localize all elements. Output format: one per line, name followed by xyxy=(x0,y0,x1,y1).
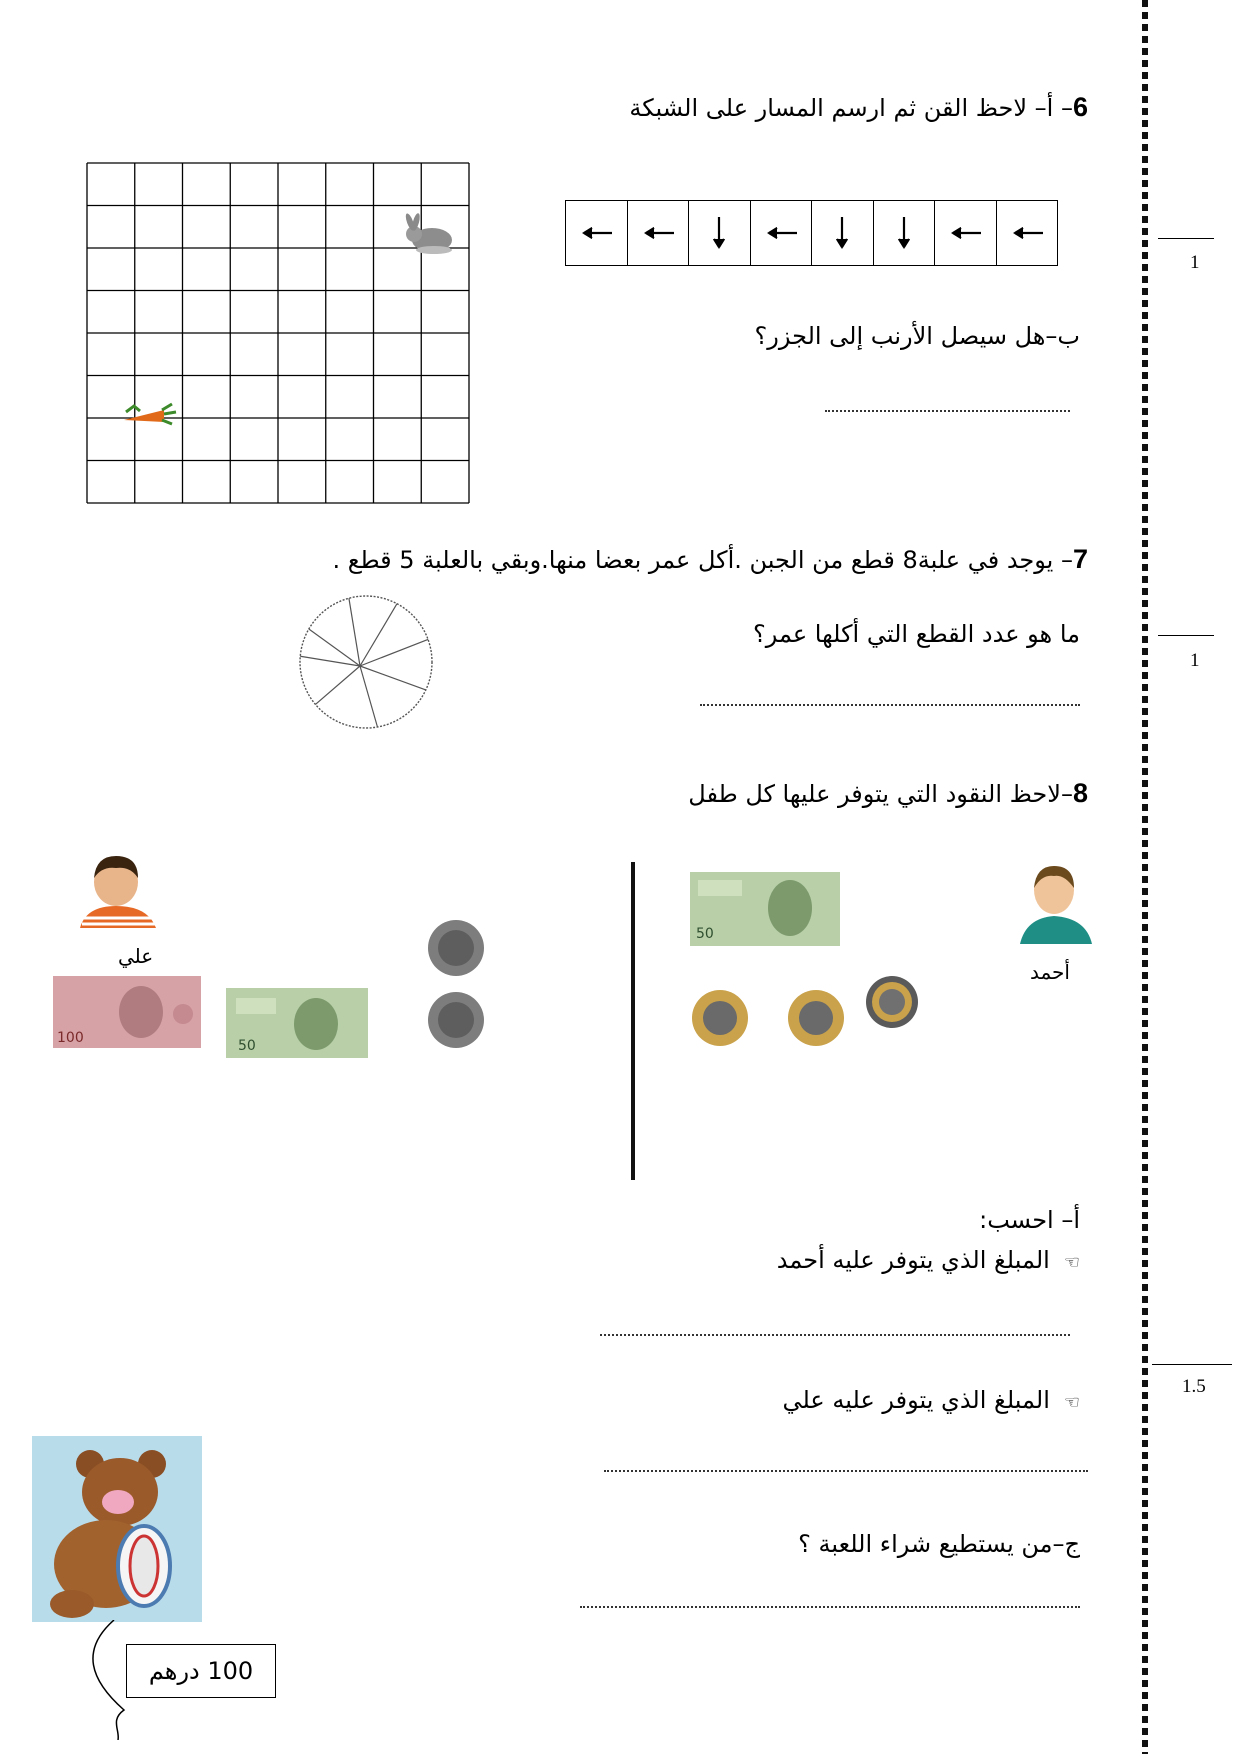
arrow-down-icon xyxy=(699,213,739,253)
boy-ahmed-icon xyxy=(1006,860,1098,944)
answer-line-ali[interactable] xyxy=(604,1470,1088,1472)
q6-number: 6 xyxy=(1072,92,1088,122)
arrow-left-icon xyxy=(945,213,985,253)
q7-question: ما هو عدد القطع التي أكلها عمر؟ xyxy=(753,620,1080,648)
answer-line-q7[interactable] xyxy=(700,704,1080,706)
arrow-left-icon xyxy=(576,213,616,253)
teddy-bear-drum-icon xyxy=(32,1436,202,1622)
pointing-hand-icon: ☜ xyxy=(1063,1392,1080,1413)
arrow-cell xyxy=(688,201,750,265)
ahmed-name: أحمد xyxy=(1030,960,1070,984)
divider-line xyxy=(631,862,635,1180)
banknote-100-ali: 100 xyxy=(53,976,201,1048)
score-line-q6 xyxy=(1158,238,1214,239)
arrow-left-icon xyxy=(638,213,678,253)
score-q6: 1 xyxy=(1190,252,1200,273)
q8-sub-a: أ– احسب: xyxy=(979,1206,1080,1234)
path-code-strip xyxy=(565,200,1058,266)
margin-dotted-line xyxy=(1142,0,1148,1754)
ali-name: علي xyxy=(118,944,154,968)
cheese-circle xyxy=(296,592,436,732)
arrow-left-icon xyxy=(761,213,801,253)
cheese-slice-line xyxy=(315,666,360,704)
boy-ali-icon xyxy=(72,848,162,928)
q8-title: 8–لاحظ النقود التي يتوفر عليها كل طفل xyxy=(688,778,1088,808)
coin-silver-1 xyxy=(424,916,488,980)
q8-bullet-ali: ☜المبلغ الذي يتوفر عليه علي xyxy=(782,1386,1080,1414)
arrow-cell xyxy=(873,201,935,265)
toy-price-tag: 100 درهم xyxy=(126,1644,276,1698)
answer-line-toy[interactable] xyxy=(580,1606,1080,1608)
q7-number: 7 xyxy=(1072,544,1088,574)
coin-silver-2 xyxy=(424,988,488,1052)
q8-bullet-ahmed: ☜المبلغ الذي يتوفر عليه أحمد xyxy=(776,1246,1080,1274)
cheese-slice-line xyxy=(309,629,360,666)
cheese-slice-line xyxy=(300,656,360,666)
q7-title: 7– يوجد في علبة8 قطع من الجبن .أكل عمر بعضا منها.وبقي بالعلبة 5 قطع . xyxy=(332,544,1088,574)
q8-sub-c: ج–من يستطيع شراء اللعبة ؟ xyxy=(798,1530,1080,1558)
cheese-slice-line xyxy=(360,639,428,666)
score-line-q7 xyxy=(1158,635,1214,636)
arrow-left-icon xyxy=(1007,213,1047,253)
q8-number: 8 xyxy=(1072,778,1088,808)
arrow-cell xyxy=(566,201,627,265)
cheese-slice-line xyxy=(360,604,397,666)
q6-sub-b: ب–هل سيصل الأرنب إلى الجزر؟ xyxy=(754,322,1080,350)
arrow-cell xyxy=(627,201,689,265)
arrow-cell xyxy=(934,201,996,265)
arrow-cell xyxy=(811,201,873,265)
score-q7: 1 xyxy=(1190,650,1200,671)
arrow-cell xyxy=(996,201,1058,265)
coin-gold-3 xyxy=(858,968,926,1036)
carrot-icon xyxy=(124,404,176,424)
coin-gold-1 xyxy=(688,986,752,1050)
answer-line-ahmed[interactable] xyxy=(600,1334,1070,1336)
arrow-down-icon xyxy=(884,213,924,253)
arrow-down-icon xyxy=(822,213,862,253)
cheese-slice-line xyxy=(360,666,377,727)
cheese-slice-line xyxy=(349,598,360,666)
arrow-cell xyxy=(750,201,812,265)
banknote-50-ali: 50 xyxy=(226,988,368,1058)
pointing-hand-icon: ☜ xyxy=(1063,1252,1080,1273)
path-grid[interactable] xyxy=(86,162,472,506)
cheese-slice-line xyxy=(360,666,426,690)
q6-title: 6– أ– لاحظ القن ثم ارسم المسار على الشبكة xyxy=(629,92,1088,122)
coin-gold-2 xyxy=(784,986,848,1050)
answer-line-q6[interactable] xyxy=(825,410,1070,412)
banknote-50-ahmed: 50 xyxy=(690,872,840,946)
score-q8: 1.5 xyxy=(1182,1376,1206,1397)
score-line-q8 xyxy=(1152,1364,1232,1365)
